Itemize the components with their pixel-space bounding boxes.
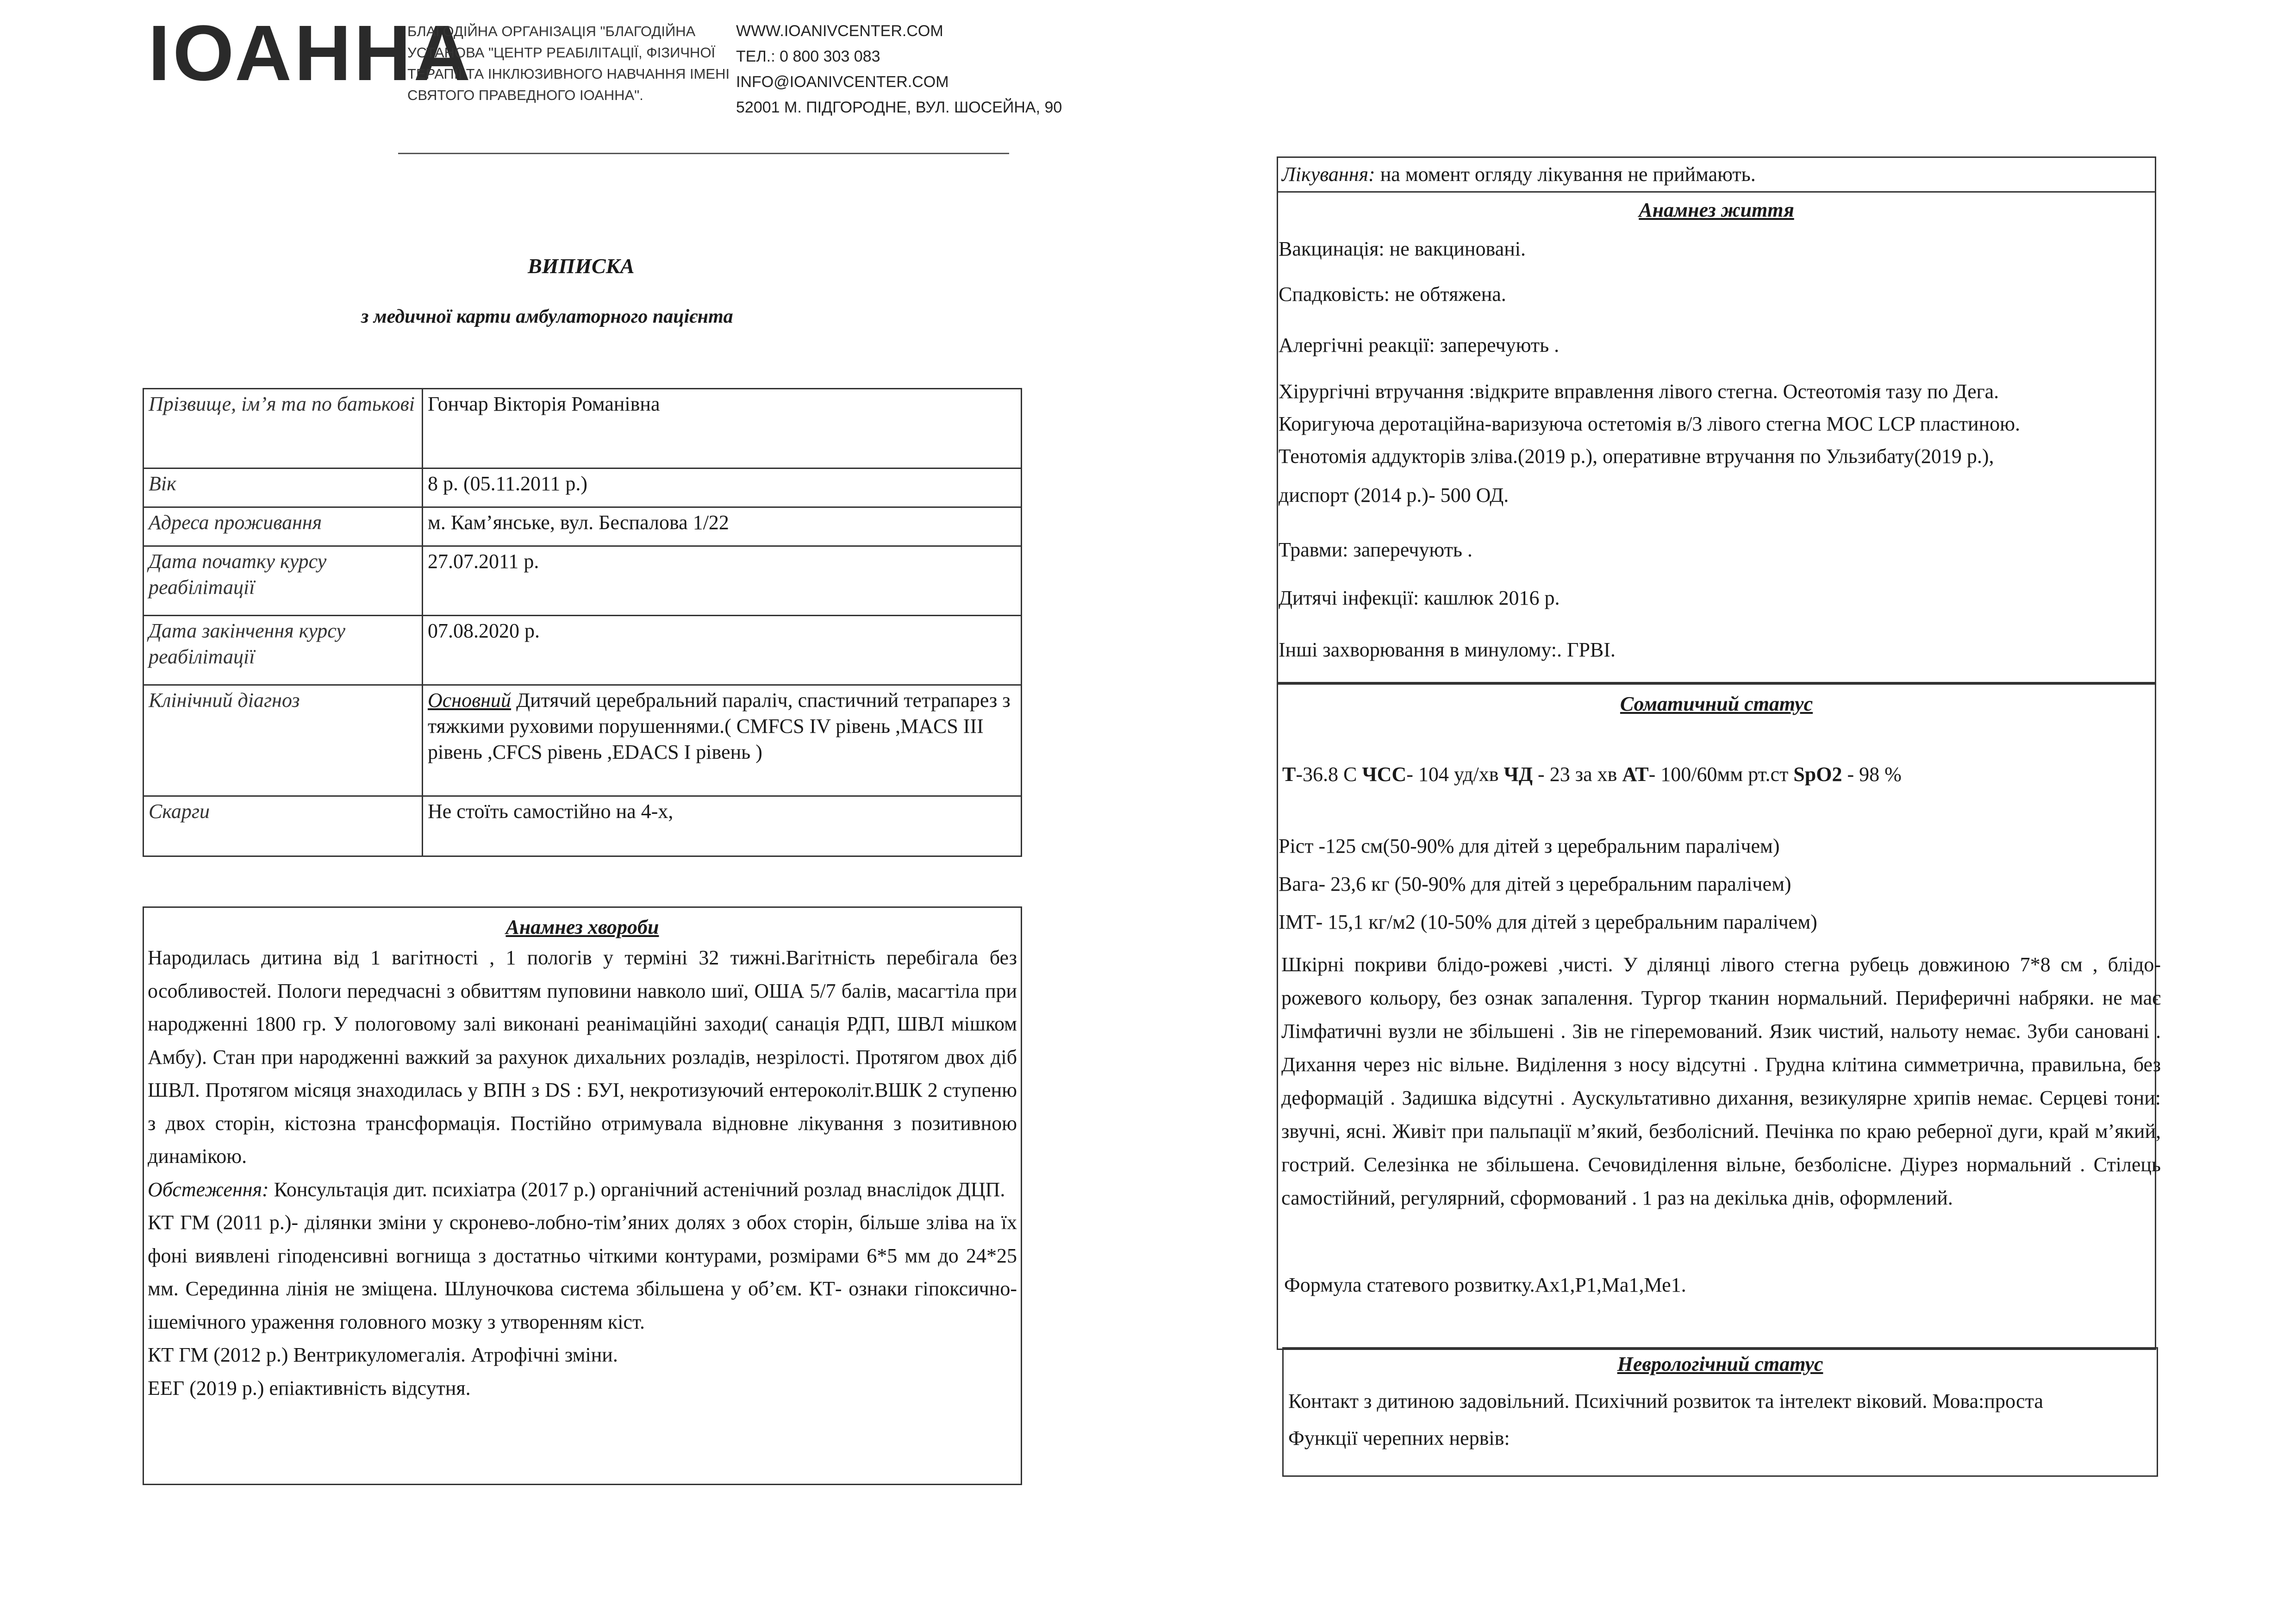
table-row <box>144 546 1022 616</box>
diagnosis-prefix: Основний <box>428 689 512 712</box>
center-logo: ІОАННА <box>148 9 474 97</box>
org-line: ТЕРАПІЇ ТА ІНКЛЮЗИВНОГО НАВЧАННЯ ІМЕНІ <box>407 66 730 82</box>
row-value: м. Кам’янське, вул. Беспалова 1/22 <box>423 507 1022 546</box>
height-measure: Ріст -125 см(50-90% для дітей з церебральним паралічем) <box>1279 835 1780 857</box>
section-heading: Анамнез хвороби <box>505 916 659 938</box>
bmi-measure: ІМТ- 15,1 кг/м2 (10-50% для дітей з церебральним паралічем) <box>1279 911 1817 933</box>
phone: ТЕЛ.: 0 800 303 083 <box>736 48 880 65</box>
exam-label: Обстеження: <box>148 1178 269 1201</box>
rr-label: ЧД <box>1504 763 1533 786</box>
vital-signs <box>1282 762 1902 787</box>
neuro-contact: Контакт з дитиною задовільний. Психічний розвиток та інтелект віковий. Мова:проста <box>1288 1390 2043 1412</box>
row-label: Дата закінчення курсу реабілітації <box>144 616 423 685</box>
injuries: Травми: заперечують . <box>1279 538 1472 561</box>
finding-ct-2012: КТ ГМ (2012 р.) Вентрикуломегалія. Атрофічні зміни. <box>148 1343 618 1366</box>
allergies: Алергічні реакції: заперечують . <box>1279 334 1560 356</box>
exam-text: Консультація дит. психіатра (2017 р.) органічний астенічний розлад внаслідок ДЦП. <box>268 1178 1005 1201</box>
org-line: БЛАГОДІЙНА ОРГАНІЗАЦІЯ "БЛАГОДІЙНА <box>407 23 696 39</box>
temp-label: Т <box>1282 763 1296 786</box>
hr-value: - 104 уд/хв <box>1406 763 1504 786</box>
neuro-status-section <box>1282 1347 2158 1477</box>
section-heading: Анамнез життя <box>1639 199 1794 221</box>
row-value: 27.07.2011 р. <box>423 546 1022 616</box>
table-row <box>144 389 1022 468</box>
table-row <box>144 507 1022 546</box>
website: WWW.IOANIVCENTER.COM <box>736 22 943 40</box>
treatment-box <box>1277 156 2156 193</box>
surgery-line: Хірургічні втручання :відкрите вправлення лівого стегна. Остеотомія тазу по Дега. <box>1279 380 1999 403</box>
row-value: Не стоїть самостійно на 4-х, <box>423 796 1022 856</box>
bp-label: АТ <box>1622 763 1649 786</box>
row-label: Адреса проживання <box>144 507 423 546</box>
vaccination: Вакцинація: не вакциновані. <box>1279 237 1526 260</box>
table-row <box>144 616 1022 685</box>
table-row <box>144 796 1022 856</box>
patient-info-table <box>143 388 1022 857</box>
table-row <box>144 685 1022 796</box>
address: 52001 М. ПІДГОРОДНЕ, ВУЛ. ШОСЕЙНА, 90 <box>736 99 1062 116</box>
row-label: Скарги <box>144 796 423 856</box>
cranial-nerves: Функції черепних нервів: <box>1288 1427 1510 1449</box>
header-divider <box>398 153 1009 154</box>
other-diseases: Інші захворювання в минулому:. ГРВІ. <box>1279 638 1616 661</box>
org-name <box>407 21 730 106</box>
disease-history-section <box>143 906 1022 1485</box>
somatic-exam-text: Шкірні покриви блідо-рожеві ,чисті. У ділянці лівого стегна рубець довжиною 7*8 см , блідо-рожевого кольору, без ознак запалення. Тургор тканин нормальний. Периферичні набряки. не має Лімфатичні вузли не збільшені . Зів не гіперемований. Язик чистий, нальоту немає. Зуби сановані . Дихання через ніс вільне. Виділення з носу відсутні . Грудна клітина симметрична, правильна, без деформацій . Задишка відсутні . Аускультативно дихання, везикулярне хрипів немає. Серцеві тони: звучні, ясні. Живіт при пальпації м’який, безболісний. Печінка по краю реберної дуги, край м’який, гострий. Селезінка не збільшена. Сечовиділення вільне, безболісне. Діурез нормальний . Стілець самостійний, регулярний, сформований . 1 раз на декілька днів, оформлений. <box>1281 953 2161 1209</box>
spo2-label: SpO2 <box>1793 763 1842 786</box>
surgery-line: Тенотомія аддукторів зліва.(2019 р.), оперативне втручання по Ульзибату(2019 р.), <box>1279 445 1994 468</box>
row-label: Дата початку курсу реабілітації <box>144 546 423 616</box>
diagnosis-text: Дитячий церебральний параліч, спастичний тетрапарез з тяжкими руховими порушеннями.( CMFCS IV рівень ,MACS III рівень ,CFCS рівень ,EDACS I рівень ) <box>428 689 1011 763</box>
row-label: Клінічний діагноз <box>144 685 423 796</box>
childhood-infections: Дитячі інфекції: кашлюк 2016 р. <box>1279 587 1560 609</box>
email: INFO@IOANIVCENTER.COM <box>736 73 949 91</box>
hr-label: ЧСС <box>1362 763 1407 786</box>
treatment-line <box>1282 161 2151 188</box>
surgery-line: Коригуюча деротаційна-варизуюча остетомія в/3 лівого стегна МОС LCP пластиною. <box>1279 412 2020 435</box>
finding-ct-2011: КТ ГМ (2011 р.)- ділянки зміни у скронево-лобно-тім’яних долях з обох сторін, більше зліва на їх фоні виявлені гіподенсивні вогнища з достатньо чіткими контурами, розмірами 6*5 мм до 24*25 мм. Серединна лінія не зміщена. Шлуночкова система збільшена у об’єм. КТ- ознаки гіпоксично-ішемічного ураження головного мозку з утворенням кіст. <box>148 1211 1017 1333</box>
row-label: Вік <box>144 468 423 507</box>
org-contacts <box>736 19 1062 120</box>
row-value: Гончар Вікторія Романівна <box>423 389 1022 468</box>
section-heading: Неврологічний статус <box>1617 1353 1823 1375</box>
disease-history-text: Народилась дитина від 1 вагітності , 1 пологів у терміні 32 тижні.Вагітність перебігала без особливостей. Пологи передчасні з обвиттям пуповини навколо шиї, ОША 5/7 балів, масагтіла при народженні 1800 гр. У пологовому залі виконані реанімаційні заходи( санація РДП, ШВЛ мішком Амбу). Стан при народженні важкий за рахунок дихальних розладів, незрілості. Протягом двох діб ШВЛ. Протягом місяця знаходилась у ВПН з DS : БУІ, некротизуючий ентероколіт.ВШК 2 ступеню з двох сторін, кістозна трансформація. Постійно отримувала відновне лікування з позитивною динамікою. <box>148 946 1017 1168</box>
weight-measure: Вага- 23,6 кг (50-90% для дітей з церебральним паралічем) <box>1279 873 1791 895</box>
table-row <box>144 468 1022 507</box>
temp-value: -36.8 С <box>1296 763 1362 786</box>
surgery-line: диспорт (2014 р.)- 500 ОД. <box>1279 484 1509 506</box>
exam-paragraph <box>144 1173 1021 1206</box>
rr-value: - 23 за хв <box>1533 763 1622 786</box>
bp-value: - 100/60мм рт.ст <box>1648 763 1794 786</box>
spo2-value: - 98 % <box>1842 763 1902 786</box>
row-value: 07.08.2020 р. <box>423 616 1022 685</box>
org-line: СВЯТОГО ПРАВЕДНОГО ІОАННА". <box>407 87 643 103</box>
org-line: УСТАНОВА "ЦЕНТР РЕАБІЛІТАЦІЇ, ФІЗИЧНОЇ <box>407 44 716 61</box>
row-value <box>423 685 1022 796</box>
section-heading: Соматичний статус <box>1620 693 1813 715</box>
treatment-text: на момент огляду лікування не приймають. <box>1375 163 1756 186</box>
sexual-development-formula: Формула статевого розвитку.Ах1,Р1,Ма1,Ме1. <box>1284 1274 1686 1296</box>
row-label: Прізвище, ім’я та по батькові <box>144 389 423 468</box>
finding-eeg-2019: ЕЕГ (2019 р.) епіактивність відсутня. <box>148 1376 471 1399</box>
document-title: ВИПИСКА <box>528 254 635 278</box>
heredity: Спадковість: не обтяжена. <box>1279 283 1506 306</box>
treatment-label: Лікування: <box>1282 163 1375 186</box>
document-subtitle: з медичної карти амбулаторного пацієнта <box>361 306 733 327</box>
row-value: 8 р. (05.11.2011 р.) <box>423 468 1022 507</box>
